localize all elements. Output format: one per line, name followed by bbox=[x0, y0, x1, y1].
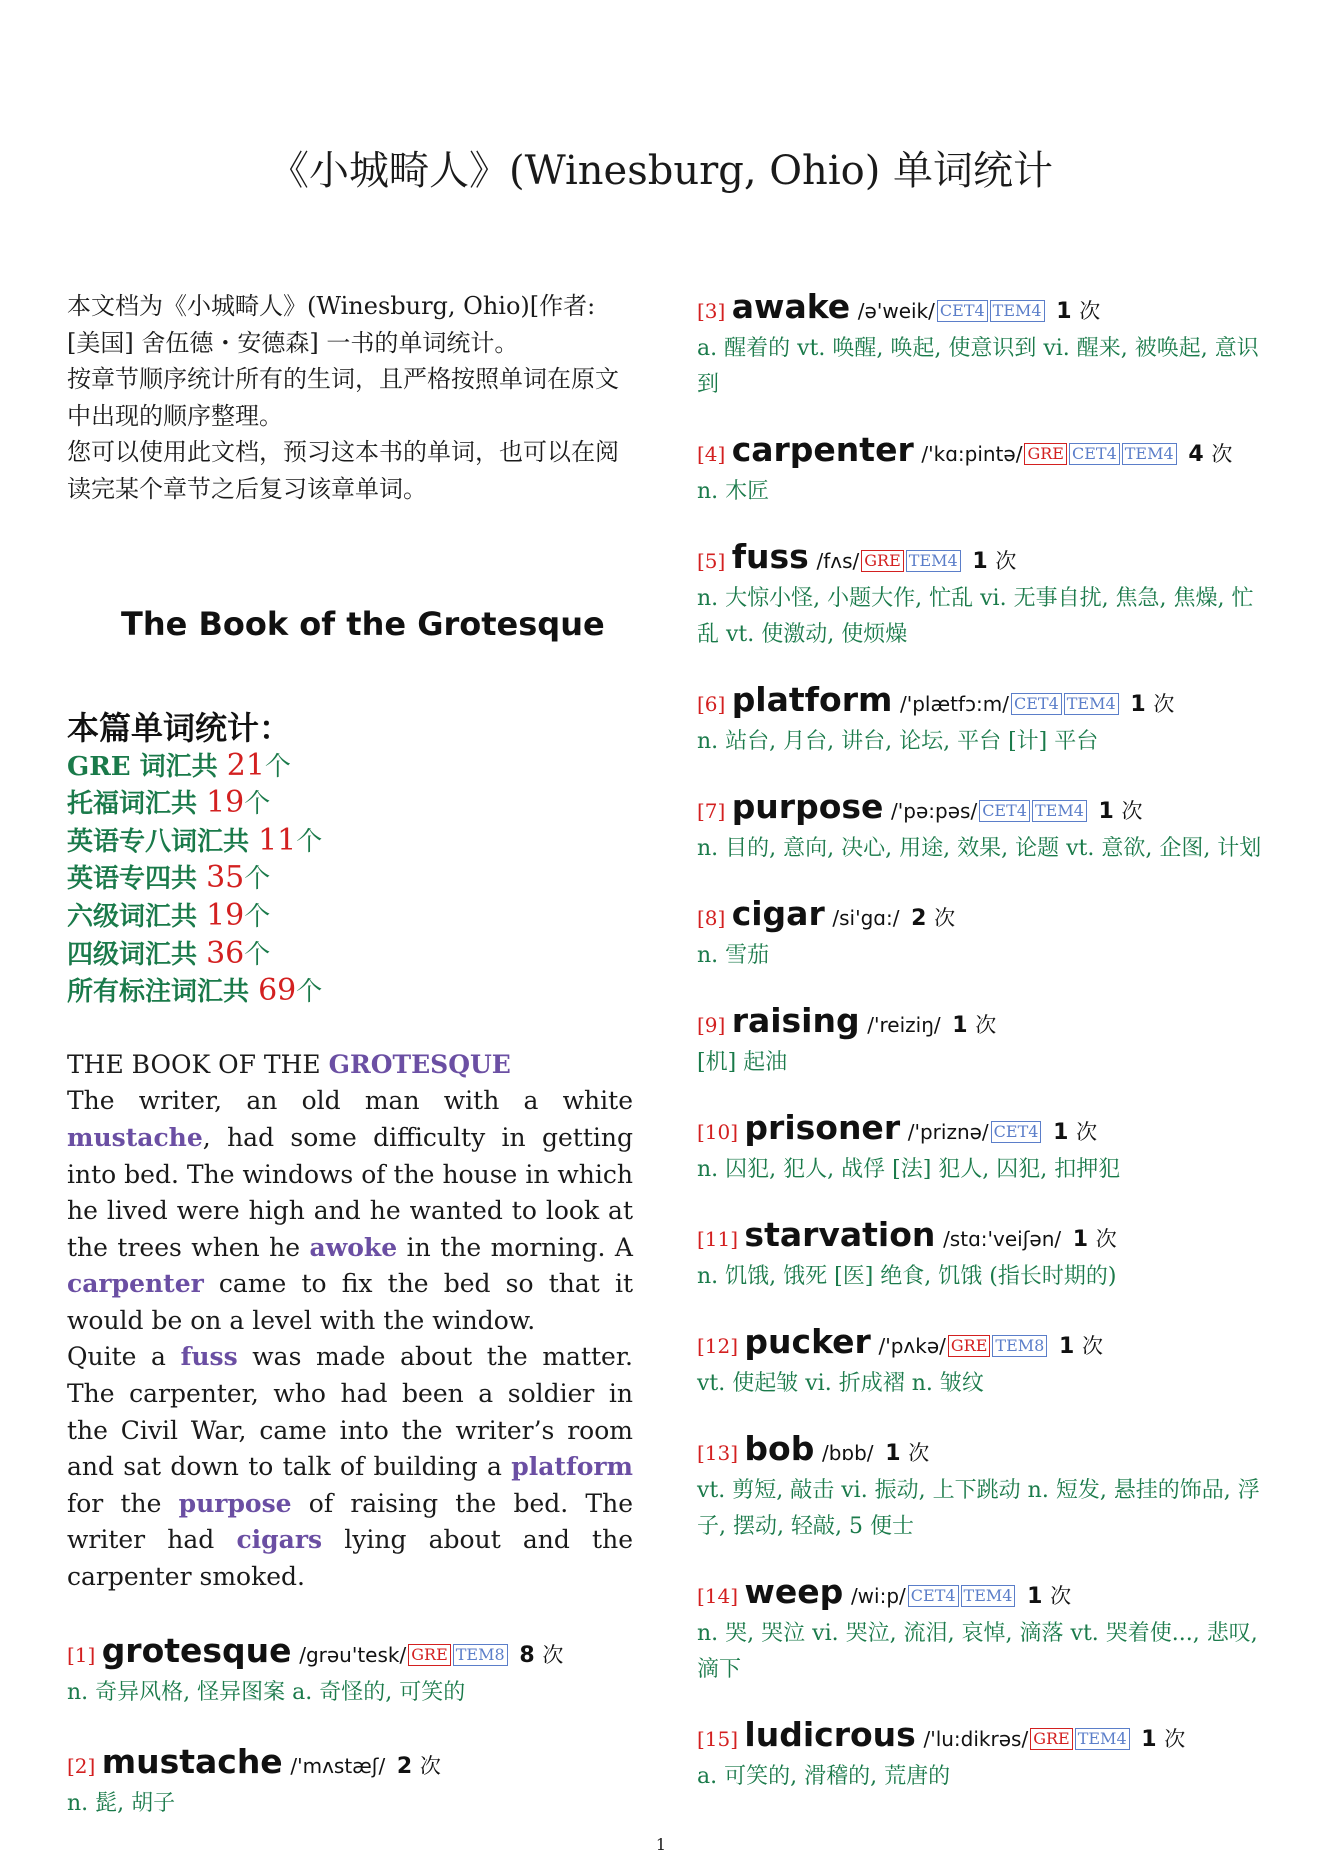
highlighted-word: platform bbox=[511, 1452, 633, 1482]
stat-label: 英语专四共 bbox=[67, 864, 207, 895]
entry-definition: vt. 剪短, 敲击 vi. 振动, 上下跳动 n. 短发, 悬挂的饰品, 浮子, 摆动, 轻敲, 5 便士 bbox=[697, 1478, 1260, 1539]
entry-word: platform bbox=[731, 680, 893, 719]
highlighted-word: fuss bbox=[180, 1342, 238, 1372]
vocab-entry-head bbox=[697, 894, 1269, 936]
entry-word: grotesque bbox=[101, 1630, 292, 1670]
entry-index: [6] bbox=[697, 692, 732, 716]
entry-index: [13] bbox=[697, 1441, 745, 1465]
entry-phonetic: /stɑ:'veiʃən/ bbox=[943, 1227, 1062, 1251]
exam-tag-cet4: CET4 bbox=[979, 800, 1030, 822]
entry-phonetic: /'lu:dikrəs/ bbox=[923, 1727, 1029, 1751]
stat-label: 四级词汇共 bbox=[67, 939, 207, 970]
entry-definition: n. 雪茄 bbox=[697, 943, 770, 968]
stat-row bbox=[67, 785, 633, 823]
vocab-entry-head bbox=[67, 1630, 633, 1673]
stat-row bbox=[67, 823, 633, 861]
entry-frequency-unit: 次 bbox=[1079, 299, 1101, 323]
vocab-entry bbox=[67, 1630, 633, 1711]
entry-definition: [机] 起油 bbox=[697, 1050, 788, 1075]
exam-tag-cet4: CET4 bbox=[908, 1585, 959, 1607]
entry-definition: n. 饥饿, 饿死 [医] 绝食, 饥饿 (指长时期的) bbox=[697, 1264, 1117, 1289]
entry-phonetic: /fʌs/ bbox=[816, 549, 860, 573]
entry-word: awake bbox=[731, 287, 851, 326]
entry-frequency-unit: 次 bbox=[419, 1753, 441, 1778]
entry-frequency-unit: 次 bbox=[1121, 799, 1143, 823]
entry-frequency: 1 bbox=[1065, 1227, 1096, 1252]
stat-label: 所有标注词汇共 bbox=[67, 977, 259, 1008]
entry-phonetic: /grəu'tesk/ bbox=[299, 1642, 407, 1667]
exam-tag-tem4: TEM4 bbox=[906, 550, 961, 572]
entry-word: ludicrous bbox=[744, 1715, 916, 1754]
entry-index: [4] bbox=[697, 442, 732, 466]
stat-unit: 个 bbox=[296, 826, 323, 857]
vocab-entry bbox=[697, 1572, 1269, 1688]
vocab-entry bbox=[697, 1322, 1269, 1402]
passage-text: in the morning. A bbox=[397, 1232, 633, 1262]
entry-definition: vt. 使起皱 vi. 折成褶 n. 皱纹 bbox=[697, 1371, 984, 1396]
vocab-entry-head bbox=[697, 1001, 1269, 1043]
passage-text: THE BOOK OF THE bbox=[67, 1049, 329, 1079]
entry-phonetic: /'plætfɔ:m/ bbox=[900, 692, 1009, 716]
entry-index: [1] bbox=[67, 1642, 102, 1667]
entry-index: [8] bbox=[697, 906, 732, 930]
exam-tag-tem4: TEM4 bbox=[1032, 800, 1087, 822]
intro-paragraph: 本文档为《小城畸人》(Winesburg, Ohio)[作者: [美国] 舍伍德・安德森] 一书的单词统计。 bbox=[67, 292, 596, 357]
exam-tag-cet4: CET4 bbox=[991, 1121, 1042, 1143]
entry-index: [15] bbox=[697, 1727, 745, 1751]
entry-definition: n. 站台, 月台, 讲台, 论坛, 平台 [计] 平台 bbox=[697, 729, 1099, 754]
entry-frequency-unit: 次 bbox=[934, 906, 956, 930]
vocab-entry bbox=[697, 680, 1269, 760]
entry-definition: n. 髭, 胡子 bbox=[67, 1790, 176, 1816]
stat-unit: 个 bbox=[296, 977, 323, 1008]
entry-frequency: 1 bbox=[1090, 799, 1122, 824]
entry-word: weep bbox=[744, 1572, 844, 1611]
entry-frequency: 2 bbox=[903, 906, 935, 931]
entry-word: cigar bbox=[731, 894, 825, 933]
passage-text: of raising the bed. The writer had bbox=[67, 1488, 633, 1555]
intro-paragraph: 您可以使用此文档，预习这本书的单词，也可以在阅读完某个章节之后复习该章单词。 bbox=[67, 438, 619, 503]
passage-text: for the bbox=[67, 1488, 179, 1518]
vocab-entry bbox=[697, 537, 1269, 653]
entry-phonetic: /ə'weik/ bbox=[857, 299, 935, 323]
stat-unit: 个 bbox=[244, 939, 271, 970]
highlighted-word: mustache bbox=[67, 1122, 203, 1152]
entry-word: prisoner bbox=[744, 1108, 901, 1147]
entry-word: purpose bbox=[731, 787, 884, 826]
stat-row bbox=[67, 748, 633, 786]
exam-tag-tem8: TEM8 bbox=[453, 1644, 508, 1666]
entry-definition: n. 囚犯, 犯人, 战俘 [法] 犯人, 囚犯, 扣押犯 bbox=[697, 1157, 1121, 1182]
vocab-entry bbox=[697, 894, 1269, 974]
exam-tag-gre: GRE bbox=[861, 550, 904, 572]
vocab-entry-head bbox=[67, 1741, 633, 1784]
exam-tag-tem4: TEM4 bbox=[990, 300, 1045, 322]
entry-frequency-unit: 次 bbox=[1211, 442, 1233, 466]
vocab-entry-head bbox=[697, 1429, 1269, 1471]
entry-word: raising bbox=[731, 1001, 860, 1040]
passage-paragraph bbox=[67, 1047, 633, 1084]
passage-text: The writer, an old man with a white bbox=[67, 1086, 633, 1116]
passage-paragraph bbox=[67, 1083, 633, 1339]
exam-tag-tem4: TEM4 bbox=[1064, 693, 1119, 715]
entry-frequency-unit: 次 bbox=[542, 1642, 564, 1667]
intro-paragraph: 按章节顺序统计所有的生词，且严格按照单词在原文中出现的顺序整理。 bbox=[67, 365, 619, 430]
entry-word: carpenter bbox=[731, 430, 914, 469]
exam-tag-gre: GRE bbox=[1030, 1728, 1073, 1750]
highlighted-word: purpose bbox=[178, 1488, 292, 1518]
stat-count: 19 bbox=[206, 785, 245, 821]
entry-frequency: 2 bbox=[389, 1753, 420, 1779]
passage-text: came to fix the bed so that it would be on a level with the window. bbox=[67, 1269, 633, 1335]
stat-unit: 个 bbox=[264, 751, 291, 782]
stat-count: 21 bbox=[226, 747, 265, 783]
vocab-list-right bbox=[697, 287, 1269, 1825]
stat-count: 11 bbox=[258, 822, 297, 858]
stat-label: 六级词汇共 bbox=[67, 901, 207, 932]
entry-phonetic: /'reiziŋ/ bbox=[867, 1013, 941, 1037]
entry-definition: a. 醒着的 vt. 唤醒, 唤起, 使意识到 vi. 醒来, 被唤起, 意识到 bbox=[697, 336, 1259, 397]
vocab-entry bbox=[697, 1108, 1269, 1188]
vocab-entry bbox=[697, 1429, 1269, 1545]
entry-frequency: 1 bbox=[1048, 299, 1080, 324]
entry-definition: n. 哭, 哭泣 vi. 哭泣, 流泪, 哀悼, 滴落 vt. 哭着使..., 悲叹, 滴下 bbox=[697, 1621, 1258, 1682]
entry-frequency-unit: 次 bbox=[908, 1441, 930, 1465]
entry-index: [3] bbox=[697, 299, 732, 323]
entry-frequency-unit: 次 bbox=[1081, 1334, 1103, 1358]
stat-row bbox=[67, 936, 633, 974]
vocab-entry bbox=[67, 1741, 633, 1822]
entry-phonetic: /'pə:pəs/ bbox=[891, 799, 978, 823]
vocab-list-left bbox=[67, 1630, 633, 1822]
highlighted-word: GROTESQUE bbox=[328, 1049, 511, 1079]
entry-frequency: 1 bbox=[1122, 692, 1154, 717]
vocab-entry bbox=[697, 1215, 1269, 1295]
vocab-entry-head bbox=[697, 680, 1269, 722]
highlighted-word: awoke bbox=[309, 1232, 398, 1262]
entry-word: bob bbox=[744, 1429, 815, 1468]
vocab-entry-head bbox=[697, 787, 1269, 829]
stats-heading: 本篇单词统计： bbox=[67, 708, 292, 747]
exam-tag-tem4: TEM4 bbox=[1075, 1728, 1130, 1750]
entry-frequency-unit: 次 bbox=[1153, 692, 1175, 716]
stat-unit: 个 bbox=[244, 901, 271, 932]
entry-phonetic: /si'gɑ:/ bbox=[832, 906, 900, 930]
exam-tag-cet4: CET4 bbox=[1069, 443, 1120, 465]
entry-frequency: 1 bbox=[877, 1441, 909, 1466]
vocab-entry bbox=[697, 1715, 1269, 1795]
exam-tag-gre: GRE bbox=[948, 1335, 991, 1357]
vocab-entry bbox=[697, 787, 1269, 867]
passage-text: lying about and the carpenter smoked. bbox=[67, 1525, 633, 1592]
vocab-entry bbox=[697, 1001, 1269, 1081]
vocab-entry-head bbox=[697, 287, 1269, 329]
passage-paragraph bbox=[67, 1339, 633, 1595]
intro-text bbox=[67, 288, 633, 508]
entry-index: [7] bbox=[697, 799, 732, 823]
entry-index: [10] bbox=[697, 1120, 745, 1144]
stat-count: 69 bbox=[258, 973, 297, 1009]
word-stats bbox=[67, 708, 633, 1011]
entry-phonetic: /'kɑ:pintə/ bbox=[921, 442, 1023, 466]
stat-count: 36 bbox=[206, 935, 245, 971]
exam-tag-tem4: TEM4 bbox=[1122, 443, 1177, 465]
entry-frequency: 1 bbox=[944, 1013, 976, 1038]
left-column bbox=[67, 288, 633, 1856]
stat-count: 19 bbox=[206, 897, 245, 933]
passage-text: Quite a bbox=[67, 1342, 181, 1372]
stat-label: 英语专八词汇共 bbox=[67, 826, 259, 857]
exam-tag-cet4: CET4 bbox=[1011, 693, 1062, 715]
entry-index: [11] bbox=[697, 1227, 745, 1251]
exam-tag-gre: GRE bbox=[408, 1644, 451, 1666]
stat-row bbox=[67, 860, 633, 898]
entry-definition: n. 奇异风格, 怪异图案 a. 奇怪的, 可笑的 bbox=[67, 1679, 466, 1705]
vocab-entry-head bbox=[697, 1215, 1269, 1257]
entry-index: [5] bbox=[697, 549, 732, 573]
exam-tag-tem8: TEM8 bbox=[992, 1335, 1047, 1357]
entry-index: [2] bbox=[67, 1753, 102, 1778]
highlighted-word: cigars bbox=[236, 1525, 323, 1555]
vocab-entry-head bbox=[697, 1108, 1269, 1150]
stat-row bbox=[67, 973, 633, 1011]
entry-definition: n. 目的, 意向, 决心, 用途, 效果, 论题 vt. 意欲, 企图, 计划 bbox=[697, 836, 1262, 861]
entry-frequency: 1 bbox=[1133, 1727, 1165, 1752]
entry-word: starvation bbox=[744, 1215, 936, 1254]
passage-text: , had some difficulty in getting into bed. The windows of the house in which he lived were high and he wanted to look at the trees when he bbox=[67, 1122, 633, 1262]
stat-label: 托福词汇共 bbox=[67, 789, 207, 820]
entry-frequency: 1 bbox=[1019, 1584, 1051, 1609]
entry-index: [12] bbox=[697, 1334, 745, 1358]
entry-frequency: 4 bbox=[1180, 442, 1212, 467]
chapter-title: The Book of the Grotesque bbox=[121, 604, 605, 643]
passage bbox=[67, 1047, 633, 1596]
stat-count: 35 bbox=[206, 860, 245, 896]
stat-unit: 个 bbox=[244, 789, 271, 820]
entry-word: pucker bbox=[744, 1322, 871, 1361]
vocab-entry-head bbox=[697, 430, 1269, 472]
entry-frequency: 1 bbox=[1045, 1120, 1077, 1145]
vocab-entry bbox=[697, 287, 1269, 403]
exam-tag-cet4: CET4 bbox=[937, 300, 988, 322]
entry-phonetic: /'mʌstæʃ/ bbox=[290, 1753, 386, 1778]
entry-frequency: 1 bbox=[1051, 1334, 1082, 1359]
vocab-entry bbox=[697, 430, 1269, 510]
entry-definition: n. 木匠 bbox=[697, 479, 770, 504]
entry-definition: n. 大惊小怪, 小题大作, 忙乱 vi. 无事自扰, 焦急, 焦燥, 忙乱 vt. 使激动, 使烦燥 bbox=[697, 586, 1254, 647]
entry-frequency-unit: 次 bbox=[1050, 1584, 1072, 1608]
entry-frequency-unit: 次 bbox=[995, 549, 1017, 573]
vocab-entry-head bbox=[697, 1715, 1269, 1757]
page-number: 1 bbox=[655, 1835, 667, 1854]
highlighted-word: carpenter bbox=[67, 1269, 204, 1299]
stat-unit: 个 bbox=[244, 864, 271, 895]
entry-word: mustache bbox=[101, 1741, 283, 1781]
exam-tag-tem4: TEM4 bbox=[961, 1585, 1016, 1607]
entry-phonetic: /'priznə/ bbox=[907, 1120, 989, 1144]
entry-word: fuss bbox=[731, 537, 809, 576]
entry-frequency: 8 bbox=[511, 1642, 543, 1668]
entry-index: [14] bbox=[697, 1584, 745, 1608]
vocab-entry-head bbox=[697, 1572, 1269, 1614]
entry-phonetic: /'pʌkə/ bbox=[878, 1334, 946, 1358]
entry-frequency-unit: 次 bbox=[1076, 1120, 1098, 1144]
entry-frequency-unit: 次 bbox=[975, 1013, 997, 1037]
entry-frequency-unit: 次 bbox=[1095, 1227, 1117, 1251]
entry-frequency: 1 bbox=[964, 549, 996, 574]
passage-text: was made about the matter. The carpenter, who had been a soldier in the Civil War, came into the writer’s room and sat down to talk of building a bbox=[67, 1342, 633, 1482]
document-title: 《小城畸人》(Winesburg, Ohio) 单词统计 bbox=[268, 148, 1054, 194]
stat-row bbox=[67, 898, 633, 936]
entry-definition: a. 可笑的, 滑稽的, 荒唐的 bbox=[697, 1764, 951, 1789]
vocab-entry-head bbox=[697, 1322, 1269, 1364]
exam-tag-gre: GRE bbox=[1024, 443, 1067, 465]
entry-phonetic: /bɒb/ bbox=[821, 1441, 874, 1465]
vocab-entry-head bbox=[697, 537, 1269, 579]
entry-phonetic: /wi:p/ bbox=[850, 1584, 906, 1608]
entry-index: [9] bbox=[697, 1013, 732, 1037]
entry-frequency-unit: 次 bbox=[1164, 1727, 1186, 1751]
stat-label: GRE 词汇共 bbox=[67, 751, 227, 782]
